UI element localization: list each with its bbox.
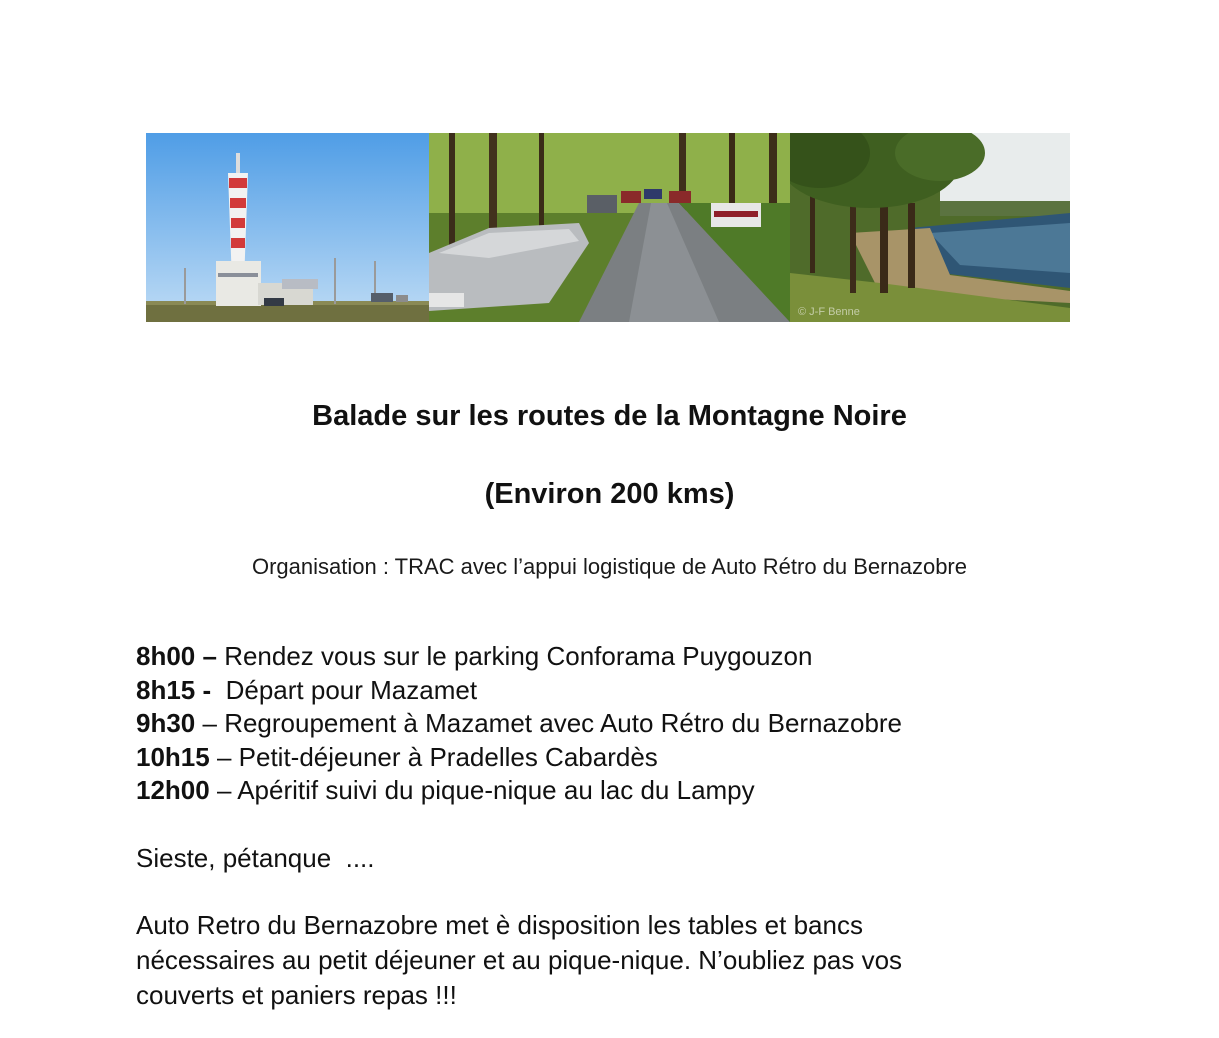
page-title: Balade sur les routes de la Montagne Noire <box>312 400 907 432</box>
schedule-time: 8h00 <box>136 641 196 671</box>
schedule-item <box>136 674 902 708</box>
schedule-separator: – <box>195 708 225 738</box>
schedule-text: Petit-déjeuner à Pradelles Cabardès <box>238 741 658 772</box>
info-note <box>136 908 1036 1013</box>
schedule-item <box>136 774 902 808</box>
schedule-text: Rendez vous sur le parking Conforama Puygouzon <box>224 641 813 671</box>
schedule-item <box>136 640 902 674</box>
schedule-list <box>136 640 902 808</box>
schedule-time: 10h15 <box>136 741 210 772</box>
forest-road-photo <box>429 133 790 322</box>
activities-line: Sieste, pétanque .... <box>136 843 375 873</box>
photo-credit: © J-F Benne <box>798 306 860 318</box>
photo-banner <box>146 133 1070 322</box>
schedule-item <box>136 707 902 741</box>
tower-photo <box>146 133 429 322</box>
note-line: nécessaires au petit déjeuner et au pique-nique. N’oubliez pas vos <box>136 945 903 975</box>
schedule-text: Apéritif suivi du pique-nique au lac du Lampy <box>237 775 755 805</box>
distance-subtitle: (Environ 200 kms) <box>484 478 735 510</box>
schedule-item <box>136 741 902 775</box>
schedule-separator: – <box>195 641 225 671</box>
lake-photo <box>790 133 1070 322</box>
schedule-time: 12h00 <box>136 775 210 805</box>
schedule-time: 9h30 <box>136 708 196 738</box>
note-line: couverts et paniers repas !!! <box>136 980 457 1010</box>
schedule-text: Départ pour Mazamet <box>225 674 478 705</box>
schedule-separator: – <box>209 741 239 772</box>
note-line: Auto Retro du Bernazobre met è disposition les tables et bancs <box>136 910 863 940</box>
schedule-text: Regroupement à Mazamet avec Auto Rétro du Bernazobre <box>224 708 903 738</box>
organisation-line: Organisation : TRAC avec l’appui logistique de Auto Rétro du Bernazobre <box>251 554 967 579</box>
schedule-separator: – <box>209 775 238 805</box>
schedule-separator: - <box>195 674 226 705</box>
schedule-time: 8h15 <box>136 674 196 705</box>
